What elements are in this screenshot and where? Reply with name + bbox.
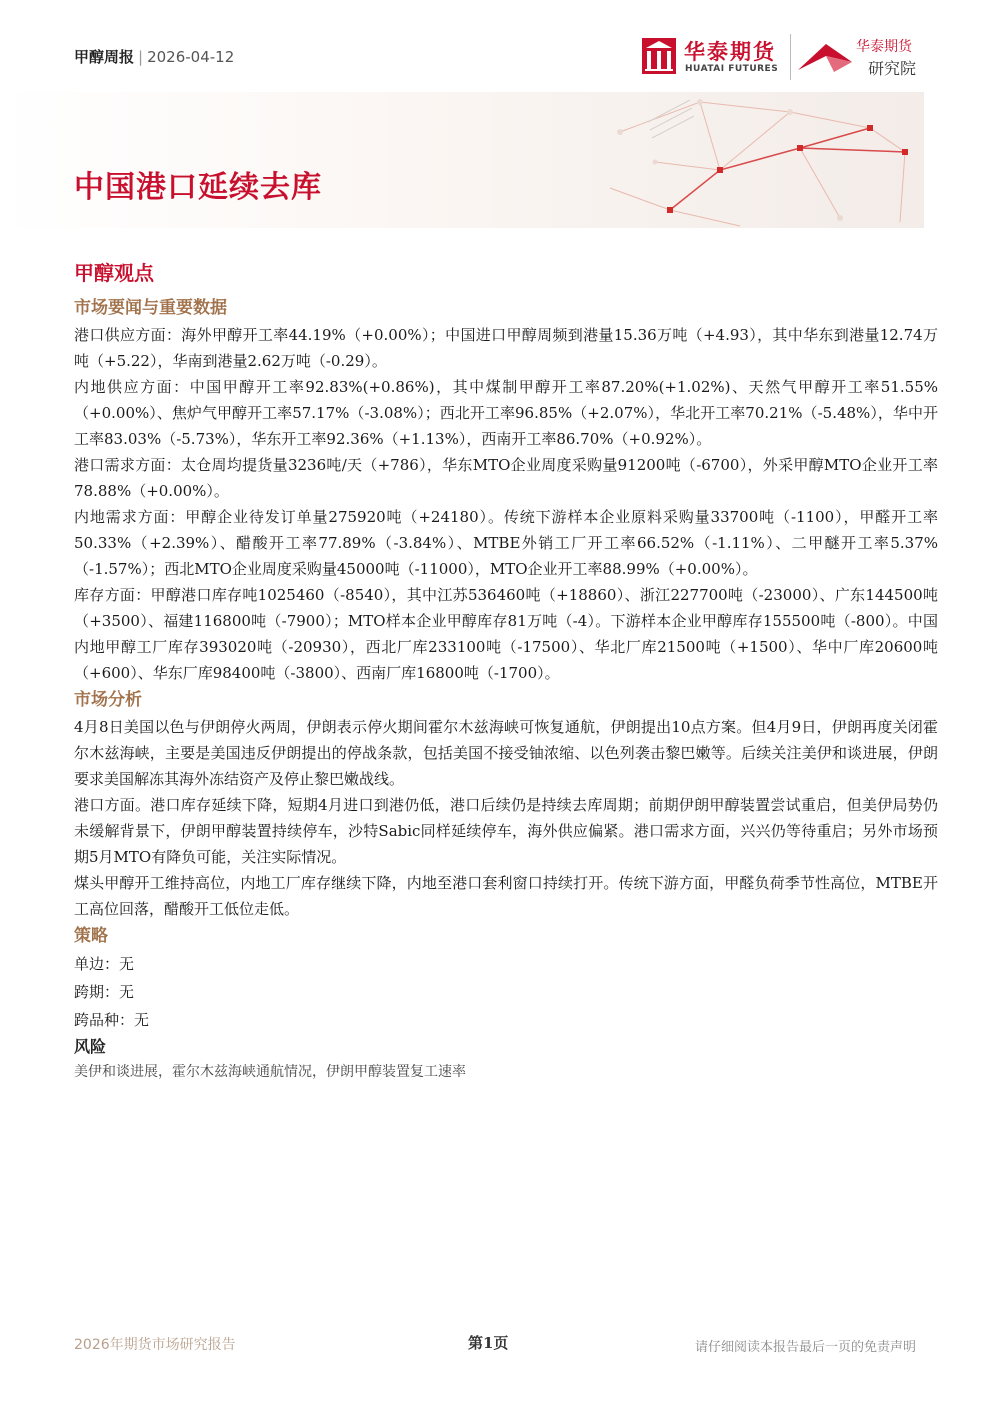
news-heading: 市场要闻与重要数据 bbox=[74, 298, 227, 318]
huatai-logo bbox=[642, 36, 782, 80]
title-banner bbox=[0, 92, 924, 228]
report-name: 甲醇周报 bbox=[74, 48, 135, 66]
strategy-item: 单边：无 bbox=[74, 955, 135, 973]
disclaimer-note: 请仔细阅读本报告最后一页的免责声明 bbox=[694, 1340, 916, 1355]
report-body bbox=[74, 258, 938, 1084]
institute-logo bbox=[796, 34, 926, 80]
logo-cn-text: 华泰期货 bbox=[684, 40, 776, 64]
institute-line1: 华泰期货 bbox=[856, 39, 912, 55]
analysis-heading: 市场分析 bbox=[74, 690, 142, 710]
report-title: 中国港口延续去库 bbox=[74, 170, 322, 205]
logo-divider bbox=[790, 34, 791, 80]
strategy-item: 跨品种：无 bbox=[74, 1011, 150, 1029]
analysis-paragraph: 煤头甲醇开工维持高位，内地工厂库存继续下降，内地至港口套利窗口持续打开。传统下游方面，甲醛负荷季节性高位，MTBE开工高位回落，醋酸开工低位走低。 bbox=[74, 874, 938, 918]
header-separator: | bbox=[138, 48, 144, 66]
page-number: 第1页 bbox=[468, 1334, 509, 1352]
news-paragraph: 库存方面：甲醇港口库存吨1025460（-8540），其中江苏536460吨（+18860）、浙江227700吨（-23000）、广东144500吨（+3500）、福建116800吨（-7900）；MTO样本企业甲醇库存81万吨（-4）。下游样本企业甲醇库存155500吨（-800）。中国内地甲醇工厂库存393020吨（-20930），西北厂库233100吨（-17500）、华北厂库21500吨（+1500）、华中厂库20600吨（+600）、华东厂库98400吨（-3800）、西南厂库16800吨（-1700）。 bbox=[74, 586, 938, 682]
news-paragraph: 港口需求方面：太仓周均提货量3236吨/天（+786），华东MTO企业周度采购量91200吨（-6700），外采甲醇MTO企业开工率78.88%（+0.00%）。 bbox=[74, 456, 938, 500]
network-graphic-icon bbox=[0, 92, 924, 228]
risk-heading: 风险 bbox=[74, 1037, 107, 1056]
institute-mark-icon bbox=[796, 38, 854, 74]
risk-text: 美伊和谈进展，霍尔木兹海峡通航情况，伊朗甲醇装置复工速率 bbox=[74, 1064, 466, 1080]
institute-line2: 研究院 bbox=[868, 59, 917, 78]
huatai-mark-icon bbox=[642, 38, 676, 74]
news-paragraph: 内地需求方面：甲醇企业待发订单量275920吨（+24180）。传统下游样本企业原料采购量33700吨（-1100），甲醛开工率50.33%（+2.39%）、醋酸开工率77.89%（-3.84%）、MTBE外销工厂开工率66.52%（-1.11%）、二甲醚开工率5.37%（-1.57%）；西北MTO企业周度采购量45000吨（-11000），MTO企业开工率88.99%（+0.00%）。 bbox=[74, 508, 938, 578]
news-paragraph: 港口供应方面：海外甲醇开工率44.19%（+0.00%）；中国进口甲醇周频到港量15.36万吨（+4.93），其中华东到港量12.74万吨（+5.22），华南到港量2.62万吨（-0.29）。 bbox=[74, 326, 938, 370]
analysis-paragraph: 4月8日美国以色与伊朗停火两周，伊朗表示停火期间霍尔木兹海峡可恢复通航，伊朗提出10点方案。但4月9日，伊朗再度关闭霍尔木兹海峡，主要是美国违反伊朗提出的停战条款，包括美国不接受铀浓缩、以色列袭击黎巴嫩等。后续关注美伊和谈进展，伊朗要求美国解冻其海外冻结资产及停止黎巴嫩战线。 bbox=[74, 718, 938, 788]
strategy-heading: 策略 bbox=[74, 926, 108, 946]
page-footer bbox=[74, 1330, 916, 1356]
report-date: 2026-04-12 bbox=[147, 48, 235, 66]
strategy-item: 跨期：无 bbox=[74, 983, 135, 1001]
analysis-paragraph: 港口方面。港口库存延续下降，短期4月进口到港仍低，港口后续仍是持续去库周期；前期伊朗甲醇装置尝试重启，但美伊局势仍未缓解背景下，伊朗甲醇装置持续停车，沙特Sabic同样延续停车，海外供应偏紧。港口需求方面，兴兴仍等待重启；另外市场预期5月MTO有降负可能，关注实际情况。 bbox=[74, 796, 938, 866]
footer-report-label: 2026年期货市场研究报告 bbox=[74, 1337, 236, 1353]
viewpoint-heading: 甲醇观点 bbox=[74, 261, 154, 285]
report-header bbox=[74, 46, 234, 67]
logo-en-text: HUATAI FUTURES bbox=[685, 64, 779, 74]
news-paragraph: 内地供应方面：中国甲醇开工率92.83%(+0.86%)，其中煤制甲醇开工率87.20%(+1.02%)、天然气甲醇开工率51.55%（+0.00%）、焦炉气甲醇开工率57.17%（-3.08%）；西北开工率96.85%（+2.07%），华北开工率70.21%（-5.48%），华中开工率83.03%（-5.73%），华东开工率92.36%（+1.13%），西南开工率86.70%（+0.92%）。 bbox=[74, 378, 938, 448]
